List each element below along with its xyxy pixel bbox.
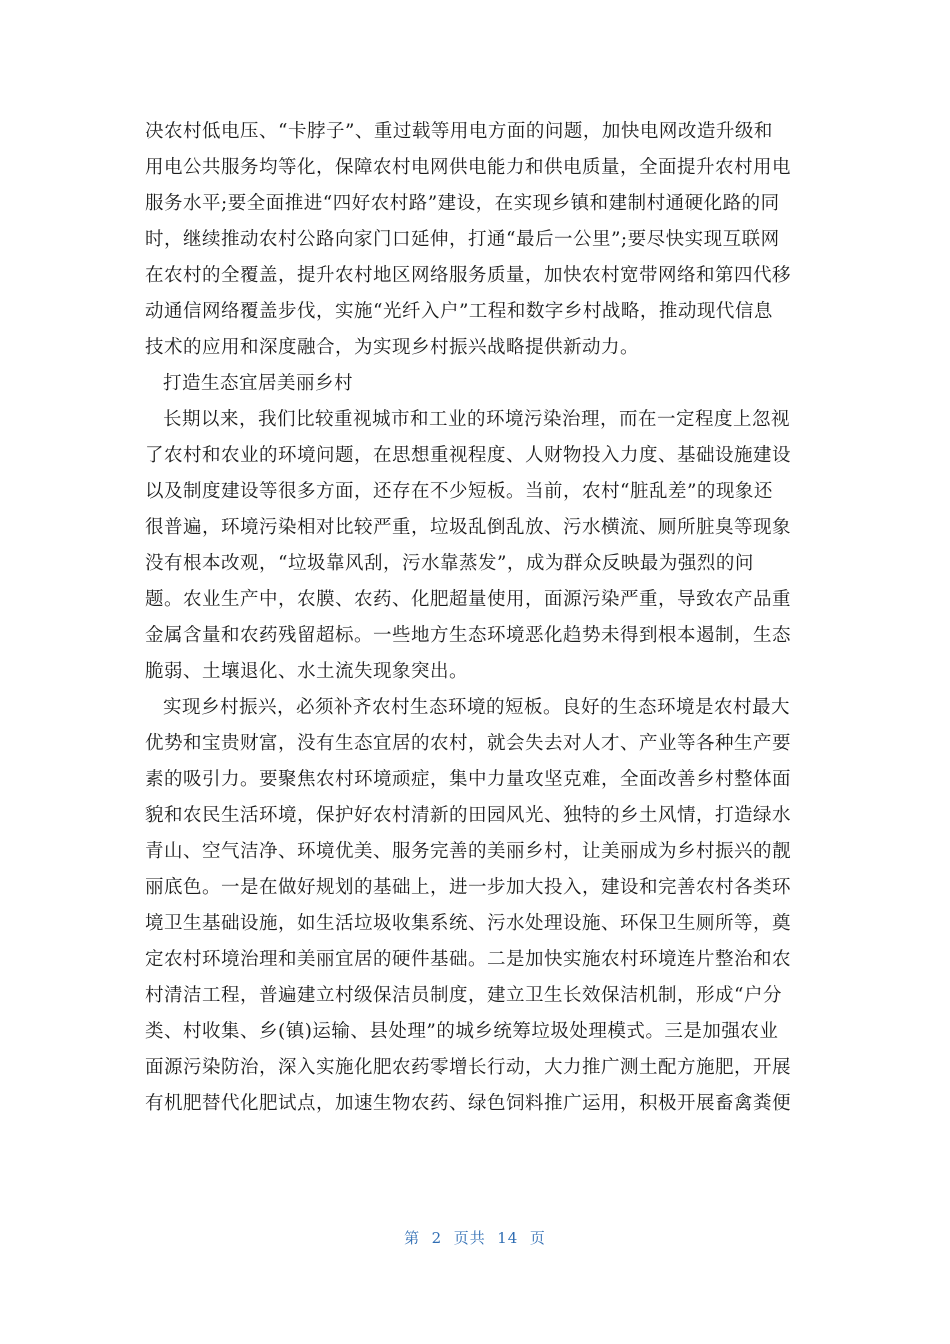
body-text-line: 村清洁工程，普遍建立村级保洁员制度，建立卫生长效保洁机制，形成“户分 [145, 985, 782, 1006]
body-text-line: 服务水平;要全面推进“四好农村路”建设，在实现乡镇和建制村通硬化路的同 [145, 193, 780, 214]
body-text-line: 用电公共服务均等化，保障农村电网供电能力和供电质量，全面提升农村用电 [145, 157, 792, 178]
body-text-line: 貌和农民生活环境，保护好农村清新的田园风光、独特的乡土风情，打造绿水 [145, 805, 792, 826]
body-text-line: 脆弱、土壤退化、水土流失现象突出。 [145, 661, 469, 682]
body-text-line: 没有根本改观，“垃圾靠风刮，污水靠蒸发”，成为群众反映最为强烈的问 [145, 553, 754, 574]
body-text-line: 题。农业生产中，农膜、农药、化肥超量使用，面源污染严重，导致农产品重 [145, 589, 792, 610]
body-text-line: 决农村低电压、“卡脖子”、重过载等用电方面的问题，加快电网改造升级和 [145, 121, 773, 142]
body-text-line: 很普遍，环境污染相对比较严重，垃圾乱倒乱放、污水横流、厕所脏臭等现象 [145, 517, 792, 538]
body-text-line: 以及制度建设等很多方面，还存在不少短板。当前，农村“脏乱差”的现象还 [145, 481, 773, 502]
body-text-line: 丽底色。一是在做好规划的基础上，进一步加大投入，建设和完善农村各类环 [145, 877, 792, 898]
page-number-footer: 第 2 页共 14 页 [404, 1229, 546, 1247]
body-text-line: 金属含量和农药残留超标。一些地方生态环境恶化趋势未得到根本遏制，生态 [145, 625, 792, 646]
body-text-line: 了农村和农业的环境问题，在思想重视程度、人财物投入力度、基础设施建设 [145, 445, 792, 466]
body-text-line: 技术的应用和深度融合，为实现乡村振兴战略提供新动力。 [145, 337, 640, 358]
body-text-line: 类、村收集、乡(镇)运输、县处理”的城乡统筹垃圾处理模式。三是加强农业 [145, 1021, 779, 1042]
body-text-line: 境卫生基础设施，如生活垃圾收集系统、污水处理设施、环保卫生厕所等，奠 [145, 913, 792, 934]
body-text-line: 时，继续推动农村公路向家门口延伸，打通“最后一公里”;要尽快实现互联网 [145, 229, 780, 250]
body-text-line: 定农村环境治理和美丽宜居的硬件基础。二是加快实施农村环境连片整治和农 [145, 949, 792, 970]
body-text-line: 面源污染防治，深入实施化肥农药零增长行动，大力推广测土配方施肥，开展 [145, 1057, 792, 1078]
body-text-line: 素的吸引力。要聚焦农村环境顽症，集中力量攻坚克难，全面改善乡村整体面 [145, 769, 792, 790]
body-text-line: 实现乡村振兴，必须补齐农村生态环境的短板。良好的生态环境是农村最大 [163, 697, 791, 718]
body-text-line: 青山、空气洁净、环境优美、服务完善的美丽乡村，让美丽成为乡村振兴的靓 [145, 841, 792, 862]
body-text-line: 长期以来，我们比较重视城市和工业的环境污染治理，而在一定程度上忽视 [163, 409, 791, 430]
body-text-line: 有机肥替代化肥试点，加速生物农药、绿色饲料推广运用，积极开展畜禽粪便 [145, 1093, 792, 1114]
body-text-line: 优势和宝贵财富，没有生态宜居的农村，就会失去对人才、产业等各种生产要 [145, 733, 792, 754]
body-text-line: 动通信网络覆盖步伐，实施“光纤入户”工程和数字乡村战略，推动现代信息 [145, 301, 773, 322]
body-text-line: 在农村的全覆盖，提升农村地区网络服务质量，加快农村宽带网络和第四代移 [145, 265, 792, 286]
section-heading: 打造生态宜居美丽乡村 [163, 373, 354, 394]
